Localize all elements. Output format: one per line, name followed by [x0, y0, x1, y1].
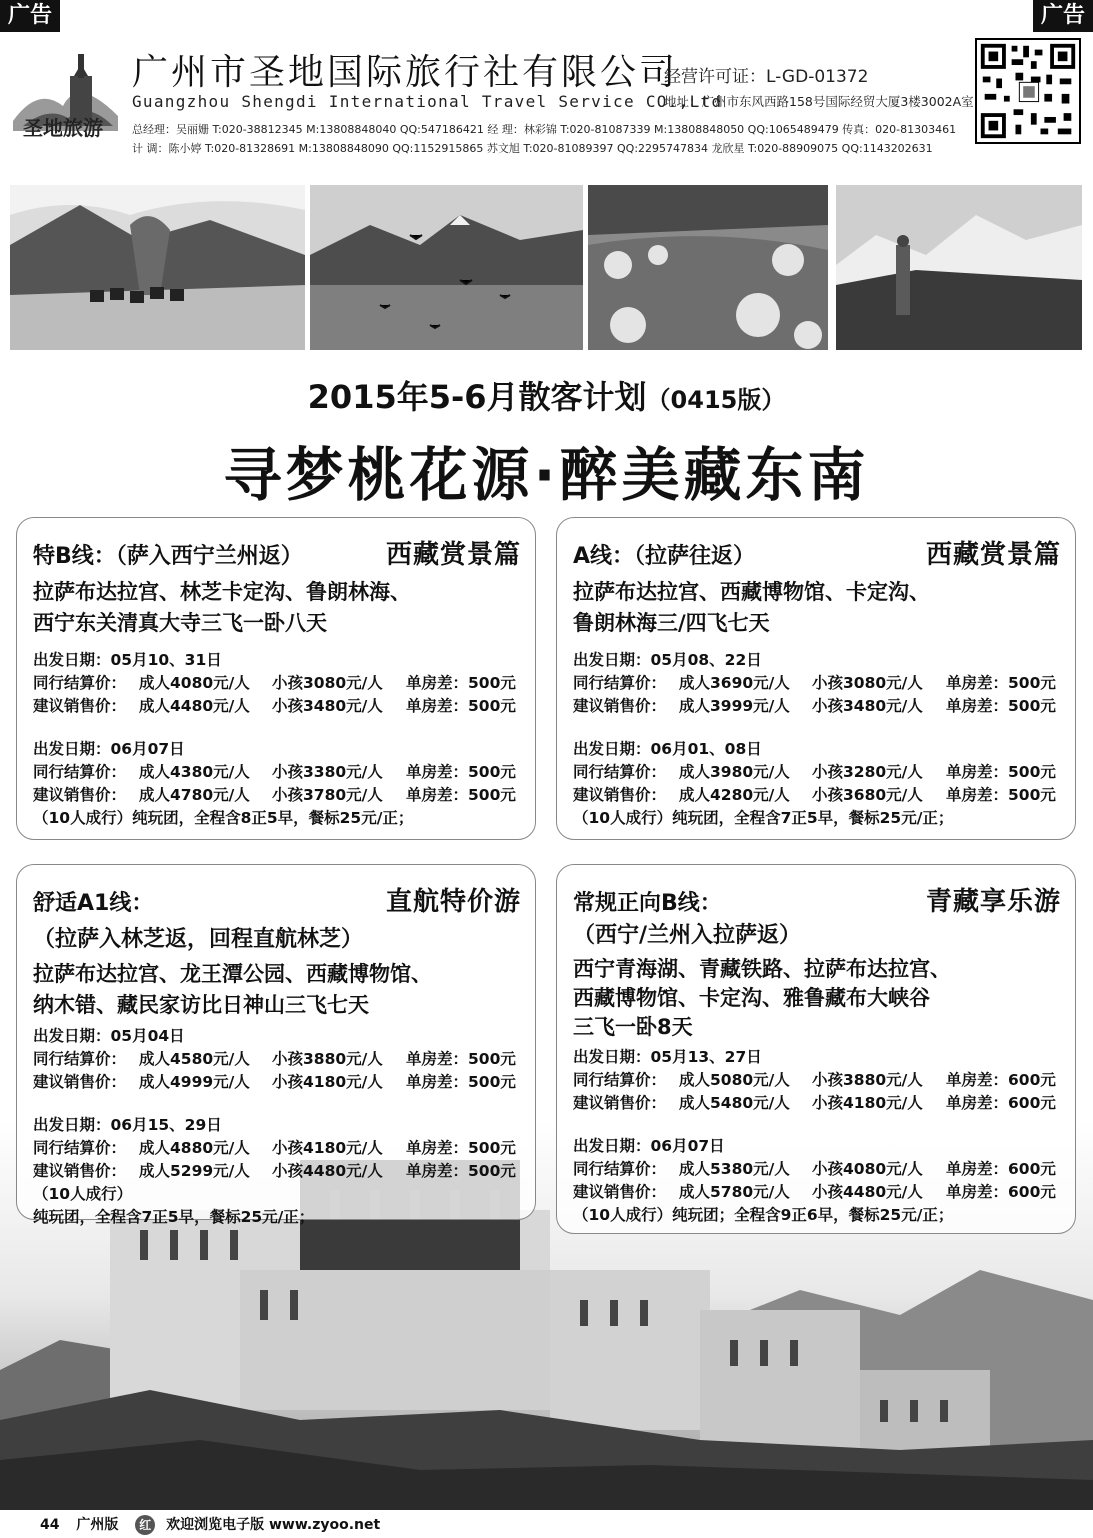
photo-snow-mountain-person	[836, 185, 1082, 350]
depart-date: 06月07日	[650, 1137, 725, 1155]
depart-label: 出发日期：	[573, 1048, 651, 1066]
retail-price-row: 建议销售价： 成人4280元/人 小孩3680元/人 单房差：500元	[573, 786, 1056, 804]
depart-date: 06月15、29日	[110, 1116, 222, 1134]
photo-lake-birds	[310, 185, 583, 350]
tour-note: （10人成行）纯玩团，全程含7正5早，餐标25元/正；	[573, 809, 954, 827]
retail-price-row: 建议销售价： 成人3999元/人 小孩3480元/人 单房差：500元	[573, 697, 1056, 715]
depart-label: 出发日期：	[573, 1137, 651, 1155]
line-route: （西宁/兰州入拉萨返）	[573, 923, 802, 948]
depart-date: 05月10、31日	[110, 651, 222, 669]
photo-strip	[10, 185, 1082, 350]
itinerary-line: 拉萨布达拉宫、龙王潭公园、西藏博物馆、	[33, 962, 432, 986]
retail-price-row: 建议销售价： 成人4999元/人 小孩4180元/人 单房差：500元	[33, 1073, 516, 1091]
itinerary	[33, 959, 521, 1021]
departure-block	[573, 649, 1061, 718]
itinerary	[573, 955, 1061, 1042]
depart-date: 05月04日	[110, 1027, 185, 1045]
itinerary-line: 拉萨布达拉宫、林芝卡定沟、鲁朗林海、	[33, 580, 411, 604]
tour-card-regular-b[interactable]	[556, 864, 1076, 1234]
tour-note: （10人成行）纯玩团，全程含8正5早，餐标25元/正；	[33, 809, 414, 827]
depart-date: 06月07日	[110, 740, 185, 758]
peer-price-row: 同行结算价： 成人5080元/人 小孩3880元/人 单房差：600元	[573, 1071, 1056, 1089]
peer-price-row: 同行结算价： 成人4580元/人 小孩3880元/人 单房差：500元	[33, 1050, 516, 1068]
page-footer	[0, 1510, 1093, 1538]
line-theme: 西藏赏景篇	[385, 540, 521, 570]
itinerary-line: 三飞一卧8天	[573, 1015, 693, 1039]
itinerary-line: 纳木错、藏民家访比日神山三飞七天	[33, 993, 369, 1017]
red-badge-icon: 红	[135, 1515, 155, 1535]
tour-card-comfort-a1[interactable]	[16, 864, 536, 1226]
departure-block	[33, 738, 521, 830]
line-theme: 青藏享乐游	[925, 887, 1061, 917]
itinerary	[33, 577, 521, 639]
business-license: 经营许可证：L-GD-01372	[664, 67, 869, 87]
peer-price-row: 同行结算价： 成人3980元/人 小孩3280元/人 单房差：500元	[573, 763, 1056, 781]
depart-date: 06月01、08日	[650, 740, 762, 758]
peer-price-row: 同行结算价： 成人5380元/人 小孩4080元/人 单房差：600元	[573, 1160, 1056, 1178]
page-number: 44	[40, 1517, 60, 1533]
peer-price-row: 同行结算价： 成人3690元/人 小孩3080元/人 单房差：500元	[573, 674, 1056, 692]
tour-note: （10人成行）纯玩团；全程含9正6早，餐标25元/正；	[573, 1206, 954, 1224]
ad-label-left: 广告	[0, 0, 60, 32]
peer-price-row: 同行结算价： 成人4380元/人 小孩3380元/人 单房差：500元	[33, 763, 516, 781]
line-name: A线：（拉萨往返）	[573, 544, 756, 569]
line-name: 常规正向B线：	[573, 891, 722, 916]
itinerary-line: 西藏博物馆、卡定沟、雅鲁藏布大峡谷	[573, 986, 930, 1010]
departure-block	[33, 1025, 521, 1094]
line-route: （拉萨入林芝返，回程直航林芝）	[33, 927, 364, 952]
contact-info	[132, 120, 972, 158]
qr-code-icon[interactable]	[975, 38, 1081, 144]
company-name-en: Guangzhou Shengdi International Travel Service CO.,Ltd	[132, 92, 723, 111]
footer-website[interactable]: 欢迎浏览电子版 www.zyoo.net	[166, 1517, 381, 1533]
departure-block	[573, 738, 1061, 830]
depart-label: 出发日期：	[573, 740, 651, 758]
depart-date: 05月13、27日	[650, 1048, 762, 1066]
tour-card-a[interactable]	[556, 517, 1076, 840]
depart-label: 出发日期：	[33, 1027, 111, 1045]
retail-price-row: 建议销售价： 成人4480元/人 小孩3480元/人 单房差：500元	[33, 697, 516, 715]
edition-label: 广州版	[76, 1517, 119, 1533]
company-address: 地址：广州市东风西路158号国际经贸大厦3楼3002A室	[664, 94, 974, 109]
retail-price-row: 建议销售价： 成人5480元/人 小孩4180元/人 单房差：600元	[573, 1094, 1056, 1112]
tour-note: 纯玩团，全程含7正5早，餐标25元/正；	[33, 1208, 315, 1226]
tour-card-special-b[interactable]	[16, 517, 536, 840]
depart-label: 出发日期：	[33, 651, 111, 669]
line-theme: 西藏赏景篇	[925, 540, 1061, 570]
retail-price-row: 建议销售价： 成人5780元/人 小孩4480元/人 单房差：600元	[573, 1183, 1056, 1201]
itinerary-line: 西宁东关清真大寺三飞一卧八天	[33, 611, 327, 635]
departure-block	[573, 1135, 1061, 1227]
itinerary-line: 鲁朗林海三/四飞七天	[573, 611, 770, 635]
photo-river-horses	[10, 185, 305, 350]
plan-title-text: 2015年5-6月散客计划	[307, 378, 647, 416]
company-name-cn: 广州市圣地国际旅行社有限公司	[132, 52, 679, 93]
departure-block	[33, 649, 521, 718]
itinerary-line: 拉萨布达拉宫、西藏博物馆、卡定沟、	[573, 580, 930, 604]
retail-price-row: 建议销售价： 成人5299元/人 小孩4480元/人 单房差：500元	[33, 1162, 516, 1180]
peer-price-row: 同行结算价： 成人4880元/人 小孩4180元/人 单房差：500元	[33, 1139, 516, 1157]
depart-date: 05月08、22日	[650, 651, 762, 669]
logo-text: 圣地旅游	[23, 116, 103, 140]
photo-peach-blossom-field	[588, 185, 828, 350]
contact-row-1: 总经理：吴丽姗 T:020-38812345 M:13808848040 QQ:547186421 经 理：林彩锦 T:020-81087339 M:13808848050 QQ:1065489479 传真：020-81303461	[132, 123, 957, 136]
line-name: 舒适A1线：	[33, 891, 154, 916]
departure-block	[33, 1114, 521, 1229]
depart-label: 出发日期：	[573, 651, 651, 669]
plan-title	[0, 372, 1093, 418]
itinerary-line: 西宁青海湖、青藏铁路、拉萨布达拉宫、	[573, 957, 951, 981]
itinerary	[573, 577, 1061, 639]
departure-block	[573, 1046, 1061, 1115]
slogan-headline: 寻梦桃花源·醉美藏东南	[223, 441, 870, 509]
contact-row-2: 计 调：陈小婷 T:020-81328691 M:13808848090 QQ:1152915865 苏文旭 T:020-81089397 QQ:2295747834 龙欣星 T:020-88909075 QQ:1143202631	[132, 142, 933, 155]
ad-label-right: 广告	[1033, 0, 1093, 32]
depart-label: 出发日期：	[33, 1116, 111, 1134]
peer-price-row: 同行结算价： 成人4080元/人 小孩3080元/人 单房差：500元	[33, 674, 516, 692]
plan-version: （0415版）	[646, 386, 786, 414]
line-theme: 直航特价游	[385, 887, 521, 917]
retail-price-row: 建议销售价： 成人4780元/人 小孩3780元/人 单房差：500元	[33, 786, 516, 804]
line-name: 特B线：（萨入西宁兰州返）	[33, 544, 303, 569]
tour-note: （10人成行）	[33, 1185, 133, 1203]
depart-label: 出发日期：	[33, 740, 111, 758]
